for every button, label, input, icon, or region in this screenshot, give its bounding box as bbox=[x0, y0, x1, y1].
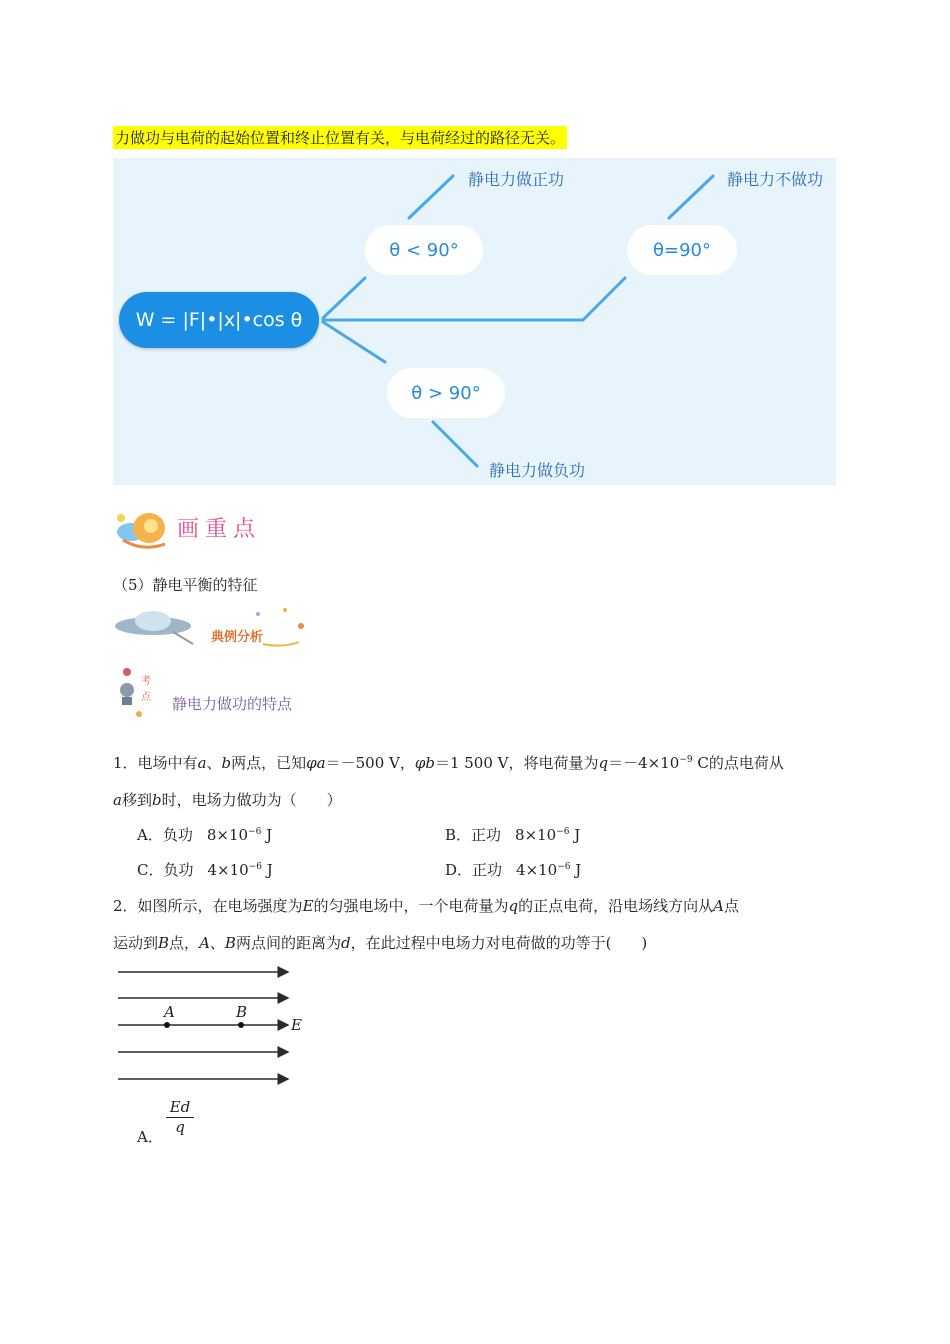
charge-q: q bbox=[598, 754, 609, 772]
q1-text: 移到 bbox=[121, 791, 152, 809]
work-angle-diagram bbox=[113, 158, 836, 485]
point-b: B bbox=[224, 934, 236, 952]
point-a: a bbox=[197, 754, 207, 772]
q2-option-a-fraction bbox=[166, 1098, 194, 1136]
kaodian-tag-bottom: 点 bbox=[141, 692, 151, 703]
q1-text: 时，电场力做功为（ ） bbox=[161, 791, 342, 809]
q2-text: 两点间的距离为 bbox=[235, 934, 341, 952]
phi-b: φb bbox=[414, 754, 435, 772]
point-b: b bbox=[221, 754, 232, 772]
point-a: A bbox=[199, 934, 210, 952]
q2-sep: 、 bbox=[209, 934, 225, 952]
option-exponent: −6 bbox=[557, 862, 571, 872]
rocket-icon bbox=[113, 506, 183, 554]
connector-to-eq90 bbox=[583, 278, 625, 320]
section-title: （5）静电平衡的特征 bbox=[113, 576, 258, 594]
option-label: D．正功 bbox=[445, 861, 503, 879]
q1-text: 电场中有 bbox=[137, 754, 198, 772]
question-number: 1． bbox=[113, 754, 138, 772]
option-value: 8×10 bbox=[206, 826, 249, 844]
q1-option-a[interactable] bbox=[137, 824, 272, 845]
fraction-numerator: Ed bbox=[166, 1098, 194, 1118]
q1-option-b[interactable] bbox=[445, 824, 580, 845]
example-analysis-sticker bbox=[113, 604, 313, 650]
option-unit: J bbox=[261, 826, 273, 844]
label-b: B bbox=[236, 1003, 248, 1021]
option-value: 4×10 bbox=[207, 861, 249, 879]
angle-lt90-node: θ < 90° bbox=[365, 225, 483, 275]
option-value: 8×10 bbox=[515, 826, 557, 844]
label-a: A bbox=[164, 1003, 175, 1021]
question-2-line-1 bbox=[113, 895, 739, 916]
charge-q: q bbox=[508, 897, 519, 915]
q1-option-d[interactable] bbox=[445, 859, 581, 880]
connector-to-gt90 bbox=[323, 322, 385, 362]
kaodian-text: 静电力做功的特点 bbox=[172, 695, 293, 713]
q1-text: ＝－4×10 bbox=[608, 754, 680, 772]
work-formula-node: W = |F|•|x|•cos θ bbox=[119, 292, 319, 348]
q2-text: 点 bbox=[724, 897, 740, 915]
q1-option-c[interactable] bbox=[137, 859, 273, 880]
field-lines-svg bbox=[113, 960, 313, 1090]
point-b: B bbox=[158, 934, 170, 952]
option-value: 4×10 bbox=[516, 861, 558, 879]
point-a-dot bbox=[164, 1022, 170, 1028]
kaodian-tag bbox=[113, 664, 173, 720]
option-label: A．负功 bbox=[137, 826, 193, 844]
option-unit: J bbox=[570, 861, 582, 879]
negative-work-label: 静电力做负功 bbox=[489, 461, 586, 480]
q2-text: 运动到 bbox=[113, 934, 159, 952]
positive-work-label: 静电力做正功 bbox=[468, 170, 565, 189]
q1-text: ＝1 500 V，将电荷量为 bbox=[434, 754, 599, 772]
kaodian-tag-top: 考 bbox=[141, 676, 151, 687]
q2-text: 点， bbox=[169, 934, 200, 952]
highlighted-text: 力做功与电荷的起始位置和终止位置有关，与电荷经过的路径无关。 bbox=[113, 126, 567, 149]
connector-to-none bbox=[669, 176, 713, 218]
point-b-dot bbox=[238, 1022, 244, 1028]
connector-to-positive bbox=[409, 176, 453, 218]
q1-text: ＝－500 V， bbox=[325, 754, 415, 772]
point-a: A bbox=[713, 897, 724, 915]
angle-gt90-node: θ > 90° bbox=[387, 368, 505, 418]
no-work-label: 静电力不做功 bbox=[727, 170, 824, 189]
distance-d: d bbox=[340, 934, 351, 952]
q1-text: C的点电荷从 bbox=[692, 754, 784, 772]
q2-text: 的匀强电场中，一个电荷量为 bbox=[313, 897, 509, 915]
q2-text: 如图所示，在电场强度为 bbox=[137, 897, 303, 915]
question-2-line-2 bbox=[113, 932, 647, 953]
question-1-line-2 bbox=[113, 789, 342, 810]
connector-to-negative bbox=[433, 422, 477, 466]
option-unit: J bbox=[569, 826, 581, 844]
q2-text: ，在此过程中电场力对电荷做的功等于( ) bbox=[350, 934, 648, 952]
point-a: a bbox=[113, 791, 122, 809]
option-unit: J bbox=[261, 861, 273, 879]
fraction-denominator: q bbox=[175, 1118, 185, 1136]
point-b: b bbox=[151, 791, 162, 809]
angle-eq90-node: θ=90° bbox=[627, 225, 737, 275]
q1-sep: 、 bbox=[206, 754, 222, 772]
question-1-line-1 bbox=[113, 752, 784, 773]
key-point-sticker bbox=[113, 506, 283, 554]
option-label: C．负功 bbox=[137, 861, 194, 879]
question-number: 2． bbox=[113, 897, 138, 915]
field-e: E bbox=[302, 897, 314, 915]
option-exponent: −6 bbox=[248, 862, 262, 872]
key-point-title: 画重点 bbox=[177, 517, 262, 542]
label-e: E bbox=[291, 1016, 302, 1034]
q2-option-a-label[interactable]: A． bbox=[137, 1128, 163, 1146]
option-exponent: −6 bbox=[556, 827, 570, 837]
example-analysis-title: 典例分析 bbox=[211, 630, 264, 645]
option-exponent: −6 bbox=[248, 827, 262, 837]
phi-a: φa bbox=[306, 754, 326, 772]
field-lines-figure bbox=[113, 960, 313, 1090]
q2-text: 的正点电荷，沿电场线方向从 bbox=[518, 897, 714, 915]
connector-to-lt90 bbox=[323, 278, 365, 318]
q1-text: 两点，已知 bbox=[231, 754, 307, 772]
exponent: −9 bbox=[679, 755, 693, 765]
option-label: B．正功 bbox=[445, 826, 502, 844]
